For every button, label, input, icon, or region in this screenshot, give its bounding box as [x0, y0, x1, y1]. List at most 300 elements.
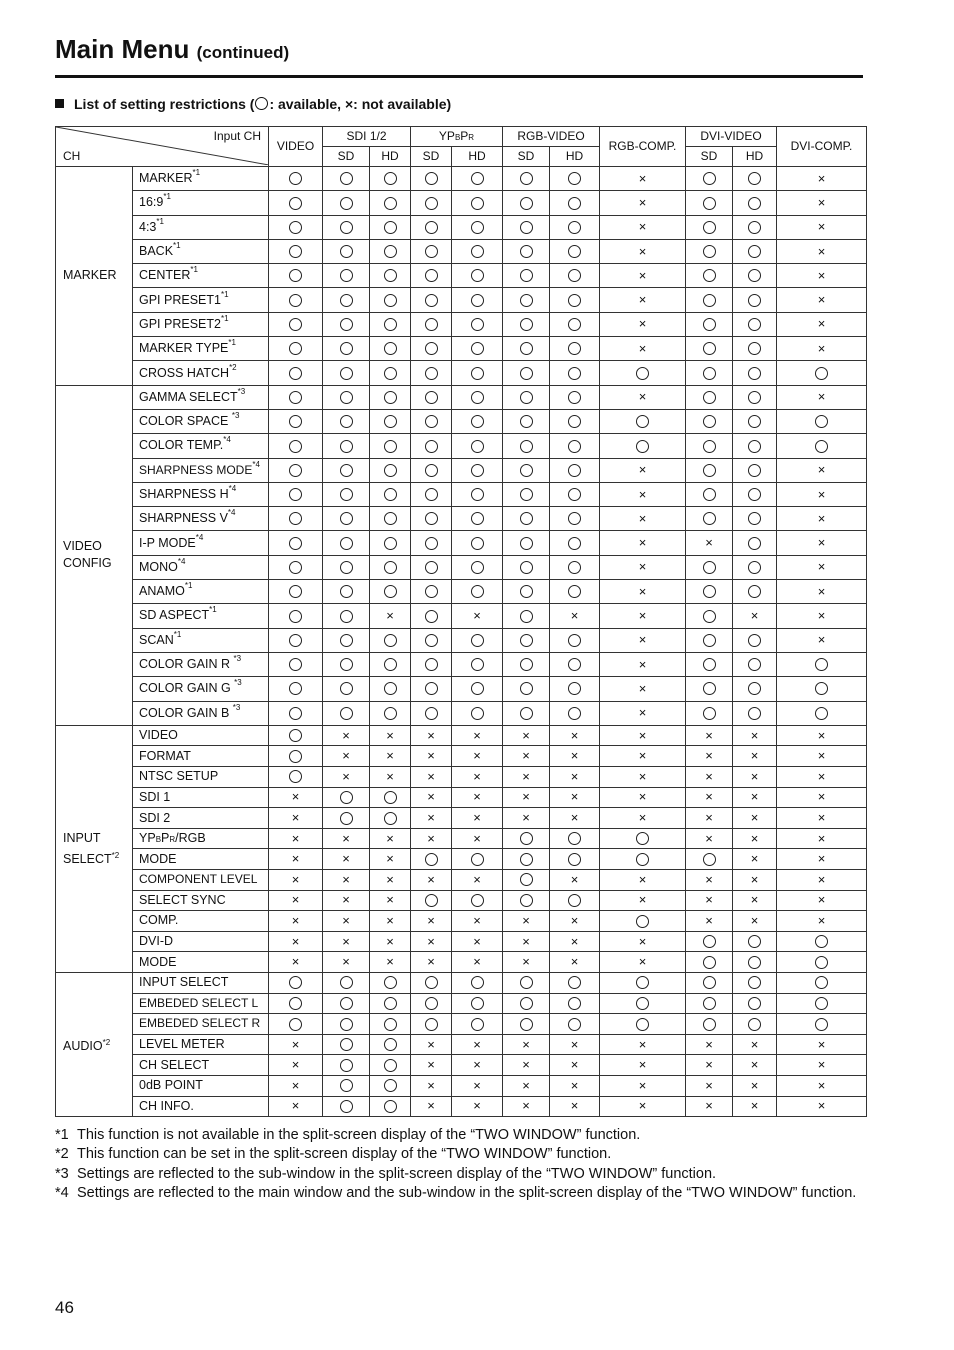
row-label: BACK$^{*1}$ [133, 239, 269, 263]
not-available-cell [600, 931, 686, 952]
available-circle-icon [520, 634, 533, 647]
table-row [56, 385, 867, 409]
not-available-cell [600, 482, 686, 506]
not-available-cross-icon: × [473, 810, 481, 825]
not-available-cell [452, 869, 503, 890]
not-available-cell [370, 952, 411, 973]
available-cell [269, 434, 323, 458]
not-available-cell [269, 787, 323, 808]
header-video: VIDEO [269, 127, 323, 167]
table-row [56, 972, 867, 993]
available-circle-icon [471, 682, 484, 695]
available-circle-icon [340, 791, 353, 804]
available-cell [777, 652, 867, 676]
available-cell [686, 215, 733, 239]
row-label: NTSC SETUP [133, 767, 269, 788]
available-cell [686, 409, 733, 433]
available-cell [733, 677, 777, 701]
not-available-cross-icon: × [638, 267, 647, 283]
row-note: *1 [163, 192, 171, 202]
available-circle-icon [520, 245, 533, 258]
not-available-cross-icon: × [817, 607, 826, 623]
not-available-cross-icon: × [386, 933, 394, 949]
row-label: COMPONENT LEVEL [133, 869, 269, 890]
not-available-cross-icon: × [473, 1098, 481, 1114]
available-circle-icon [703, 658, 716, 671]
row-note: *1 [184, 581, 193, 591]
header-hd: HD [370, 147, 411, 167]
not-available-cell [370, 767, 411, 788]
footnote [55, 1165, 863, 1184]
available-circle-icon [340, 561, 353, 574]
not-available-cell [777, 264, 867, 288]
available-cell [411, 652, 452, 676]
available-circle-icon [340, 415, 353, 428]
available-circle-icon [471, 318, 484, 331]
not-available-cell [269, 849, 323, 870]
not-available-cross-icon: × [473, 727, 481, 743]
available-circle-icon [520, 269, 533, 282]
not-available-cell [452, 911, 503, 932]
available-cell [323, 993, 370, 1014]
available-cell [323, 288, 370, 312]
available-circle-icon [568, 294, 581, 307]
available-circle-icon [636, 832, 649, 845]
not-available-cell [600, 1034, 686, 1055]
table-row [56, 434, 867, 458]
available-circle-icon [384, 221, 397, 234]
not-available-cell [733, 767, 777, 788]
not-available-cell [600, 385, 686, 409]
available-circle-icon [520, 294, 533, 307]
available-circle-icon [568, 488, 581, 501]
available-cell [269, 628, 323, 652]
not-available-cell [503, 725, 550, 746]
row-label: DVI-D [133, 931, 269, 952]
not-available-cross-icon: × [750, 789, 759, 805]
not-available-cell [269, 1055, 323, 1076]
not-available-cross-icon: × [817, 316, 826, 332]
not-available-cross-icon: × [386, 892, 394, 908]
not-available-cross-icon: × [705, 768, 713, 784]
available-circle-icon [568, 342, 581, 355]
available-circle-icon [340, 464, 353, 477]
not-available-cell [777, 808, 867, 829]
available-cell [323, 409, 370, 433]
available-cell [269, 458, 323, 482]
not-available-cell [323, 952, 370, 973]
available-cell [686, 701, 733, 725]
available-circle-icon [384, 318, 397, 331]
available-circle-icon [520, 464, 533, 477]
available-cell [600, 361, 686, 385]
not-available-cell [452, 1055, 503, 1076]
available-cell [777, 952, 867, 973]
not-available-cross-icon: × [705, 727, 713, 743]
row-note: *1 [209, 605, 217, 615]
available-circle-icon [520, 391, 533, 404]
not-available-cell [733, 1096, 777, 1117]
not-available-cross-icon: × [570, 810, 579, 825]
footnote-mark: *2 [55, 1146, 69, 1163]
available-cell [686, 288, 733, 312]
not-available-cell [686, 828, 733, 849]
table-row [56, 531, 867, 555]
available-cell [370, 385, 411, 409]
available-circle-icon [520, 318, 533, 331]
available-circle-icon [748, 512, 761, 525]
available-cell [503, 458, 550, 482]
header-sd: SD [323, 147, 370, 167]
available-circle-icon [748, 561, 761, 574]
available-cell [452, 458, 503, 482]
available-circle-icon [520, 512, 533, 525]
not-available-cross-icon: × [427, 1036, 435, 1052]
available-circle-icon [471, 367, 484, 380]
header-sd: SD [411, 147, 452, 167]
available-cell [503, 337, 550, 361]
not-available-cell [777, 725, 867, 746]
available-circle-icon [748, 658, 761, 671]
not-available-cross-icon: × [473, 954, 481, 970]
available-circle-icon [340, 997, 353, 1010]
available-circle-icon [568, 221, 581, 234]
row-label: MODE [133, 952, 269, 973]
available-cell [503, 890, 550, 911]
available-circle-icon [384, 707, 397, 720]
available-cell [550, 849, 600, 870]
not-available-cell [777, 604, 867, 628]
row-label: LEVEL METER [133, 1034, 269, 1055]
available-circle-icon [748, 342, 761, 355]
available-cell [452, 701, 503, 725]
available-cell [269, 312, 323, 336]
not-available-cross-icon: × [638, 632, 647, 648]
available-circle-icon [748, 1018, 761, 1031]
row-note: *3 [232, 702, 241, 712]
available-cell [323, 580, 370, 604]
not-available-cell [777, 1055, 867, 1076]
available-circle-icon [340, 1079, 353, 1092]
table-row [56, 849, 867, 870]
available-cell [550, 409, 600, 433]
not-available-cell [269, 911, 323, 932]
available-cell [733, 701, 777, 725]
available-cell [323, 1096, 370, 1117]
available-circle-icon [703, 561, 716, 574]
available-circle-icon [471, 976, 484, 989]
available-circle-icon [289, 197, 302, 210]
available-cell [550, 434, 600, 458]
not-available-cell [777, 580, 867, 604]
table-row [56, 652, 867, 676]
footnote [55, 1184, 863, 1203]
not-available-cell [777, 458, 867, 482]
available-circle-icon [384, 1100, 397, 1113]
available-cell [550, 482, 600, 506]
header-hd: HD [452, 147, 503, 167]
footnote-mark: *4 [55, 1184, 69, 1201]
available-circle-icon [471, 197, 484, 210]
available-circle-icon [636, 976, 649, 989]
header-input-ch: Input CH [213, 129, 261, 143]
available-circle-icon [471, 342, 484, 355]
available-circle-icon [520, 658, 533, 671]
not-available-cross-icon: × [705, 1036, 713, 1052]
not-available-cross-icon: × [386, 830, 394, 846]
available-circle-icon [636, 367, 649, 380]
available-circle-icon [520, 610, 533, 623]
row-label: GPI PRESET2$^{*1}$ [133, 312, 269, 336]
not-available-cell [600, 239, 686, 263]
available-cell [600, 1014, 686, 1035]
not-available-cross-icon: × [638, 583, 647, 599]
not-available-cross-icon: × [817, 871, 826, 887]
not-available-cell [452, 787, 503, 808]
available-cell [323, 652, 370, 676]
not-available-cell [411, 746, 452, 767]
not-available-cell [503, 1096, 550, 1117]
table-row [56, 725, 867, 746]
title-subtitle: (continued) [196, 43, 290, 62]
row-note: *4 [177, 556, 186, 566]
available-circle-icon [384, 537, 397, 550]
table-row [56, 361, 867, 385]
not-available-cross-icon: × [386, 748, 394, 764]
row-note: *4 [223, 435, 231, 445]
header-sd: SD [686, 147, 733, 167]
available-circle-icon [471, 585, 484, 598]
row-note: *4 [228, 484, 237, 493]
table-row [56, 890, 867, 911]
available-circle-icon [289, 537, 302, 550]
not-available-cross-icon: × [638, 535, 647, 551]
available-circle-icon [425, 245, 438, 258]
available-circle-icon [471, 658, 484, 671]
available-cell [370, 167, 411, 191]
not-available-cell [411, 725, 452, 746]
available-cell [503, 312, 550, 336]
not-available-cross-icon: × [473, 1057, 481, 1073]
not-available-cell [323, 828, 370, 849]
not-available-cell [503, 787, 550, 808]
available-circle-icon [748, 318, 761, 331]
available-cell [370, 1075, 411, 1096]
not-available-cell [550, 604, 600, 628]
available-cell [452, 361, 503, 385]
not-available-cross-icon: × [705, 871, 713, 887]
available-cell [550, 167, 600, 191]
available-circle-icon [340, 172, 353, 185]
available-cell [452, 337, 503, 361]
not-available-cell [550, 1096, 600, 1117]
not-available-cell [733, 725, 777, 746]
row-label: CH INFO. [133, 1096, 269, 1117]
not-available-cross-icon: × [638, 768, 647, 784]
available-cell [733, 215, 777, 239]
not-available-cross-icon: × [291, 871, 300, 887]
header-hd: HD [550, 147, 600, 167]
not-available-cell [600, 767, 686, 788]
available-cell [370, 628, 411, 652]
table-row [56, 1096, 867, 1117]
not-available-cross-icon: × [638, 462, 647, 478]
available-cell [370, 288, 411, 312]
not-available-cell [503, 1034, 550, 1055]
available-circle-icon [471, 464, 484, 477]
header-sdi: SDI 1/2 [323, 127, 411, 147]
available-cell [686, 993, 733, 1014]
available-cell [370, 808, 411, 829]
available-circle-icon [425, 197, 438, 210]
not-available-cross-icon: × [386, 727, 394, 743]
not-available-cell [600, 288, 686, 312]
not-available-cell [600, 191, 686, 215]
available-cell [370, 1014, 411, 1035]
available-circle-icon [340, 1100, 353, 1113]
available-circle-icon [471, 269, 484, 282]
header-ypbpr: YPBPR [411, 127, 503, 147]
available-circle-icon [520, 682, 533, 695]
available-circle-icon [520, 488, 533, 501]
available-cell [686, 580, 733, 604]
not-available-cross-icon: × [638, 510, 647, 526]
group-note: *2 [102, 1037, 111, 1047]
available-cell [323, 167, 370, 191]
available-cell [503, 409, 550, 433]
available-cell [686, 167, 733, 191]
row-note: *1 [190, 265, 198, 275]
available-cell [411, 580, 452, 604]
not-available-cross-icon: × [750, 1098, 759, 1114]
available-cell [411, 993, 452, 1014]
not-available-cell [686, 725, 733, 746]
table-row [56, 677, 867, 701]
available-circle-icon [425, 512, 438, 525]
available-circle-icon [748, 488, 761, 501]
available-circle-icon [568, 707, 581, 720]
not-available-cross-icon: × [750, 830, 759, 846]
available-circle-icon [748, 537, 761, 550]
available-cell [503, 1014, 550, 1035]
not-available-cross-icon: × [817, 559, 826, 575]
row-label: SELECT SYNC [133, 890, 269, 911]
table-row [56, 869, 867, 890]
table-row [56, 191, 867, 215]
not-available-cell [411, 767, 452, 788]
available-cell [777, 1014, 867, 1035]
available-circle-icon [703, 172, 716, 185]
available-circle-icon [384, 245, 397, 258]
not-available-cell [503, 911, 550, 932]
available-circle-icon [289, 245, 302, 258]
table-row [56, 604, 867, 628]
row-label: SHARPNESS MODE$^{*4}$ [133, 458, 269, 482]
not-available-cell [600, 604, 686, 628]
not-available-cross-icon: × [750, 1036, 759, 1052]
available-circle-icon [520, 172, 533, 185]
not-available-cross-icon: × [291, 892, 300, 908]
available-cell [452, 434, 503, 458]
available-cell [323, 458, 370, 482]
not-available-cross-icon: × [750, 871, 759, 887]
available-cell [452, 972, 503, 993]
available-cell [411, 264, 452, 288]
available-cell [269, 725, 323, 746]
not-available-cross-icon: × [342, 912, 350, 928]
not-available-cell [411, 828, 452, 849]
footnote-text: Settings are reflected to the main window and the sub-window in the split-screen display of the “TWO WINDOW” function. [77, 1184, 857, 1201]
not-available-cross-icon: × [817, 267, 826, 283]
table-row [56, 167, 867, 191]
not-available-cross-icon: × [570, 1098, 579, 1114]
available-circle-icon [289, 997, 302, 1010]
available-cell [503, 580, 550, 604]
available-cell [686, 385, 733, 409]
available-cell [600, 828, 686, 849]
not-available-cross-icon: × [522, 810, 530, 825]
not-available-cell [777, 787, 867, 808]
bullet-square-icon [55, 99, 64, 108]
available-cell [323, 1034, 370, 1055]
not-available-cross-icon: × [342, 768, 350, 784]
available-circle-icon [340, 610, 353, 623]
available-circle-icon [384, 585, 397, 598]
available-cell [370, 787, 411, 808]
available-circle-icon [471, 561, 484, 574]
not-available-cross-icon: × [638, 170, 647, 186]
available-circle-icon [636, 1018, 649, 1031]
available-cell [503, 828, 550, 849]
available-cell [733, 1014, 777, 1035]
not-available-cross-icon: × [750, 810, 759, 825]
row-note: *2 [229, 362, 237, 372]
available-cell [733, 652, 777, 676]
available-circle-icon [289, 707, 302, 720]
available-cell [411, 849, 452, 870]
available-circle-icon [568, 391, 581, 404]
not-available-cell [600, 458, 686, 482]
footnote-mark: *3 [55, 1165, 69, 1182]
not-available-cross-icon: × [522, 1077, 530, 1093]
available-cell [452, 482, 503, 506]
header-dvi-comp: DVI-COMP. [777, 127, 867, 167]
available-circle-icon [703, 221, 716, 234]
table-row [56, 337, 867, 361]
available-circle-icon [340, 269, 353, 282]
available-circle-icon [340, 391, 353, 404]
available-cell [452, 239, 503, 263]
available-cell [323, 787, 370, 808]
available-cell [323, 191, 370, 215]
available-cell [550, 215, 600, 239]
not-available-cell [600, 1055, 686, 1076]
available-circle-icon [425, 440, 438, 453]
not-available-cell [370, 849, 411, 870]
not-available-cross-icon: × [570, 1036, 579, 1052]
not-available-cross-icon: × [342, 871, 350, 887]
available-cell [269, 767, 323, 788]
available-cell [503, 531, 550, 555]
not-available-cross-icon: × [386, 871, 394, 887]
not-available-cell [370, 890, 411, 911]
available-circle-icon [748, 634, 761, 647]
available-circle-icon [425, 707, 438, 720]
not-available-cross-icon: × [750, 851, 759, 867]
available-circle-icon [703, 440, 716, 453]
available-circle-icon [748, 935, 761, 948]
not-available-cell [411, 1096, 452, 1117]
